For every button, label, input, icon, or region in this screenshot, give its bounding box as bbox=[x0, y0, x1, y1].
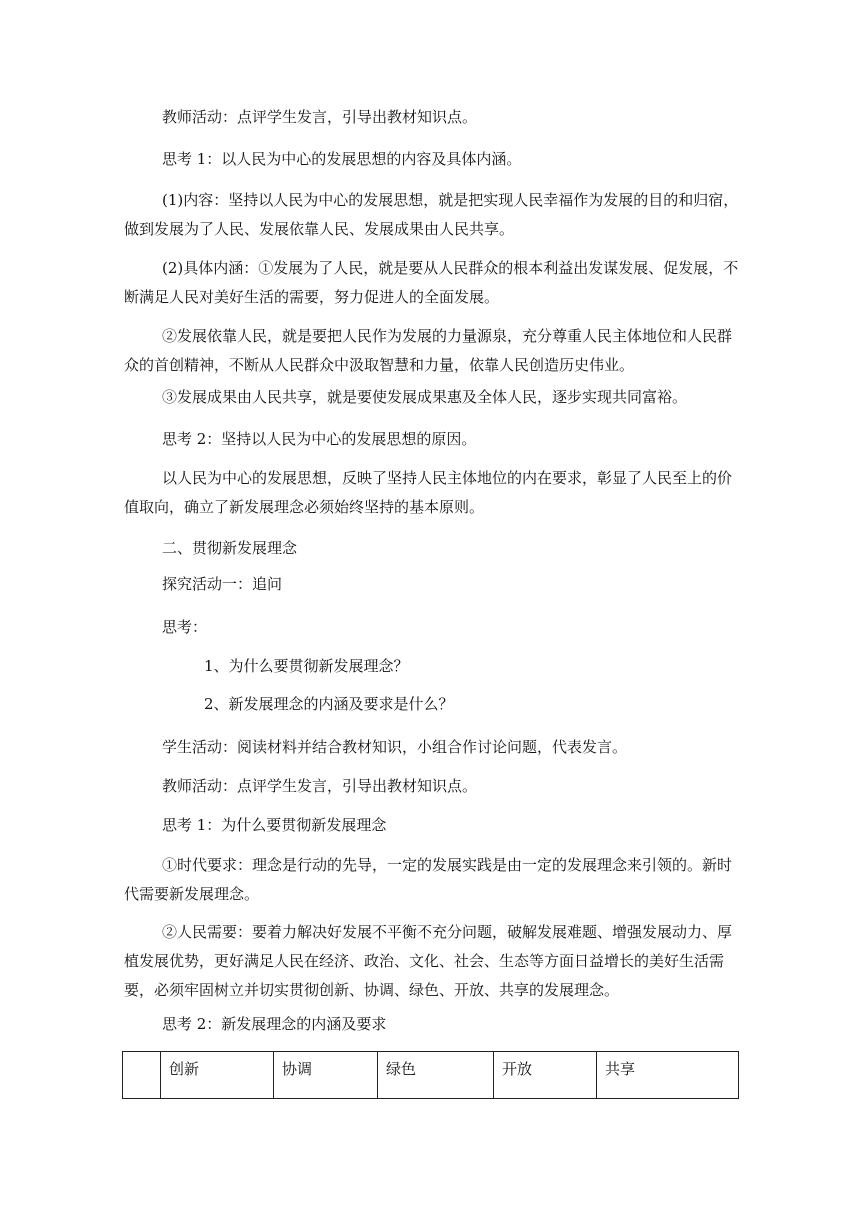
question-2-heading: 思考 2：坚持以人民为中心的发展思想的原因。 bbox=[162, 430, 477, 448]
table-header-sharing: 共享 bbox=[597, 1052, 739, 1099]
question-list-item-2: 2、新发展理念的内涵及要求是什么？ bbox=[204, 695, 454, 713]
question-2-heading-2: 思考 2：新发展理念的内涵及要求 bbox=[162, 1015, 387, 1033]
reason-text: 以人民为中心的发展思想，反映了坚持人民主体地位的内在要求，彰显了人民至上的价值取向，确立了新发展理念必须始终坚持的基本原则。 bbox=[124, 469, 733, 516]
era-requirement-paragraph bbox=[124, 851, 744, 909]
shared-results-line: ③发展成果由人民共享，就是要使发展成果惠及全体人民，逐步实现共同富裕。 bbox=[162, 388, 688, 406]
table-header-innovation: 创新 bbox=[161, 1052, 274, 1099]
table-row bbox=[123, 1052, 739, 1099]
people-need-paragraph bbox=[124, 918, 744, 1005]
connotation-paragraph bbox=[124, 254, 744, 312]
rely-on-people-paragraph bbox=[124, 322, 744, 380]
section-2-heading: 二、贯彻新发展理念 bbox=[162, 539, 298, 557]
connotation-text: (2)具体内涵：①发展为了人民，就是要从人民群众的根本利益出发谋发展、促发展，不断满足人民对美好生活的需要，努力促进人的全面发展。 bbox=[124, 259, 739, 306]
rely-on-people-text: ②发展依靠人民，就是要把人民作为发展的力量源泉，充分尊重人民主体地位和人民群众的首创精神，不断从人民群众中汲取智慧和力量，依靠人民创造历史伟业。 bbox=[124, 327, 733, 374]
question-1-heading-2: 思考 1：为什么要贯彻新发展理念 bbox=[162, 816, 387, 834]
teacher-activity-line: 教师活动：点评学生发言，引导出教材知识点。 bbox=[162, 108, 478, 126]
era-requirement-text: ①时代要求：理念是行动的先导，一定的发展实践是由一定的发展理念来引领的。新时代需要新发展理念。 bbox=[124, 856, 733, 903]
table-header-green: 绿色 bbox=[378, 1052, 494, 1099]
reason-paragraph bbox=[124, 464, 744, 522]
table-cell-blank bbox=[123, 1052, 161, 1099]
people-need-text: ②人民需要：要着力解决好发展不平衡不充分问题，破解发展难题、增强发展动力、厚植发展优势，更好满足人民在经济、政治、文化、社会、生态等方面日益增长的美好生活需要，必须牢固树立并切实贯彻创新、协调、绿色、开放、共享的发展理念。 bbox=[124, 923, 733, 999]
content-paragraph bbox=[124, 186, 744, 244]
student-activity-line: 学生活动：阅读材料并结合教材知识，小组合作讨论问题，代表发言。 bbox=[162, 738, 628, 756]
think-label: 思考： bbox=[162, 618, 208, 636]
teacher-activity-line-2: 教师活动：点评学生发言，引导出教材知识点。 bbox=[162, 777, 478, 795]
concepts-table bbox=[122, 1051, 739, 1099]
table-header-coordination: 协调 bbox=[274, 1052, 378, 1099]
inquiry-activity-line: 探究活动一：追问 bbox=[162, 575, 283, 593]
question-1-heading: 思考 1：以人民为中心的发展思想的内容及具体内涵。 bbox=[162, 150, 522, 168]
table-header-openness: 开放 bbox=[494, 1052, 597, 1099]
question-list-item-1: 1、为什么要贯彻新发展理念？ bbox=[204, 657, 409, 675]
content-text: (1)内容：坚持以人民为中心的发展思想，就是把实现人民幸福作为发展的目的和归宿，做到发展为了人民、发展依靠人民、发展成果由人民共享。 bbox=[124, 191, 739, 238]
